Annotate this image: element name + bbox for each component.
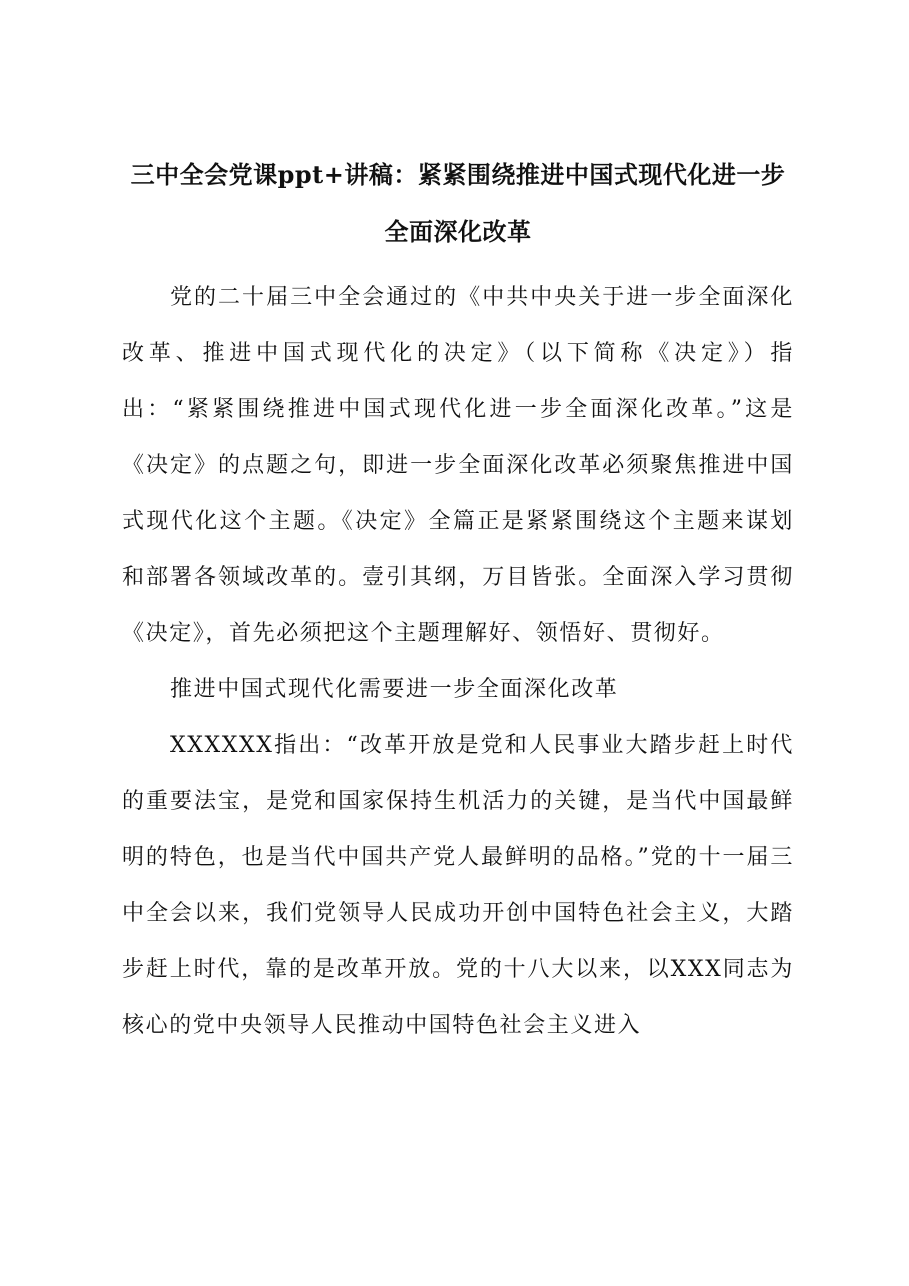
section-heading: 推进中国式现代化需要进一步全面深化改革 <box>170 677 619 702</box>
paragraph-reform: XXXXXX指出：“改革开放是党和人民事业大踏步赶上时代的重要法宝，是党和国家保持生机活力的关键，是当代中国最鲜明的特色，也是当代中国共产党人最鲜明的品格。”党的十一届三中全会以来，我们党领导人民成功开创中国特色社会主义，大踏步赶上时代，靠的是改革开放。党的十八大以来，以XXX同志为核心的党中央领导人民推动中国特色社会主义进入 <box>122 733 794 1038</box>
paragraph-intro: 党的二十届三中全会通过的《中共中央关于进一步全面深化改革、推进中国式现代化的决定》（以下简称《决定》）指出：“紧紧围绕推进中国式现代化进一步全面深化改革。”这是《决定》的点题之句，即进一步全面深化改革必须聚焦推进中国式现代化这个主题。《决定》全篇正是紧紧围绕这个主题来谋划和部署各领域改革的。壹引其纲，万目皆张。全面深入学习贯彻《决定》，首先必须把这个主题理解好、领悟好、贯彻好。 <box>122 285 794 646</box>
document-title: 三中全会党课ppt+讲稿：紧紧围绕推进中国式现代化进一步全面深化改革 <box>130 160 786 246</box>
document-body <box>122 270 794 1054</box>
